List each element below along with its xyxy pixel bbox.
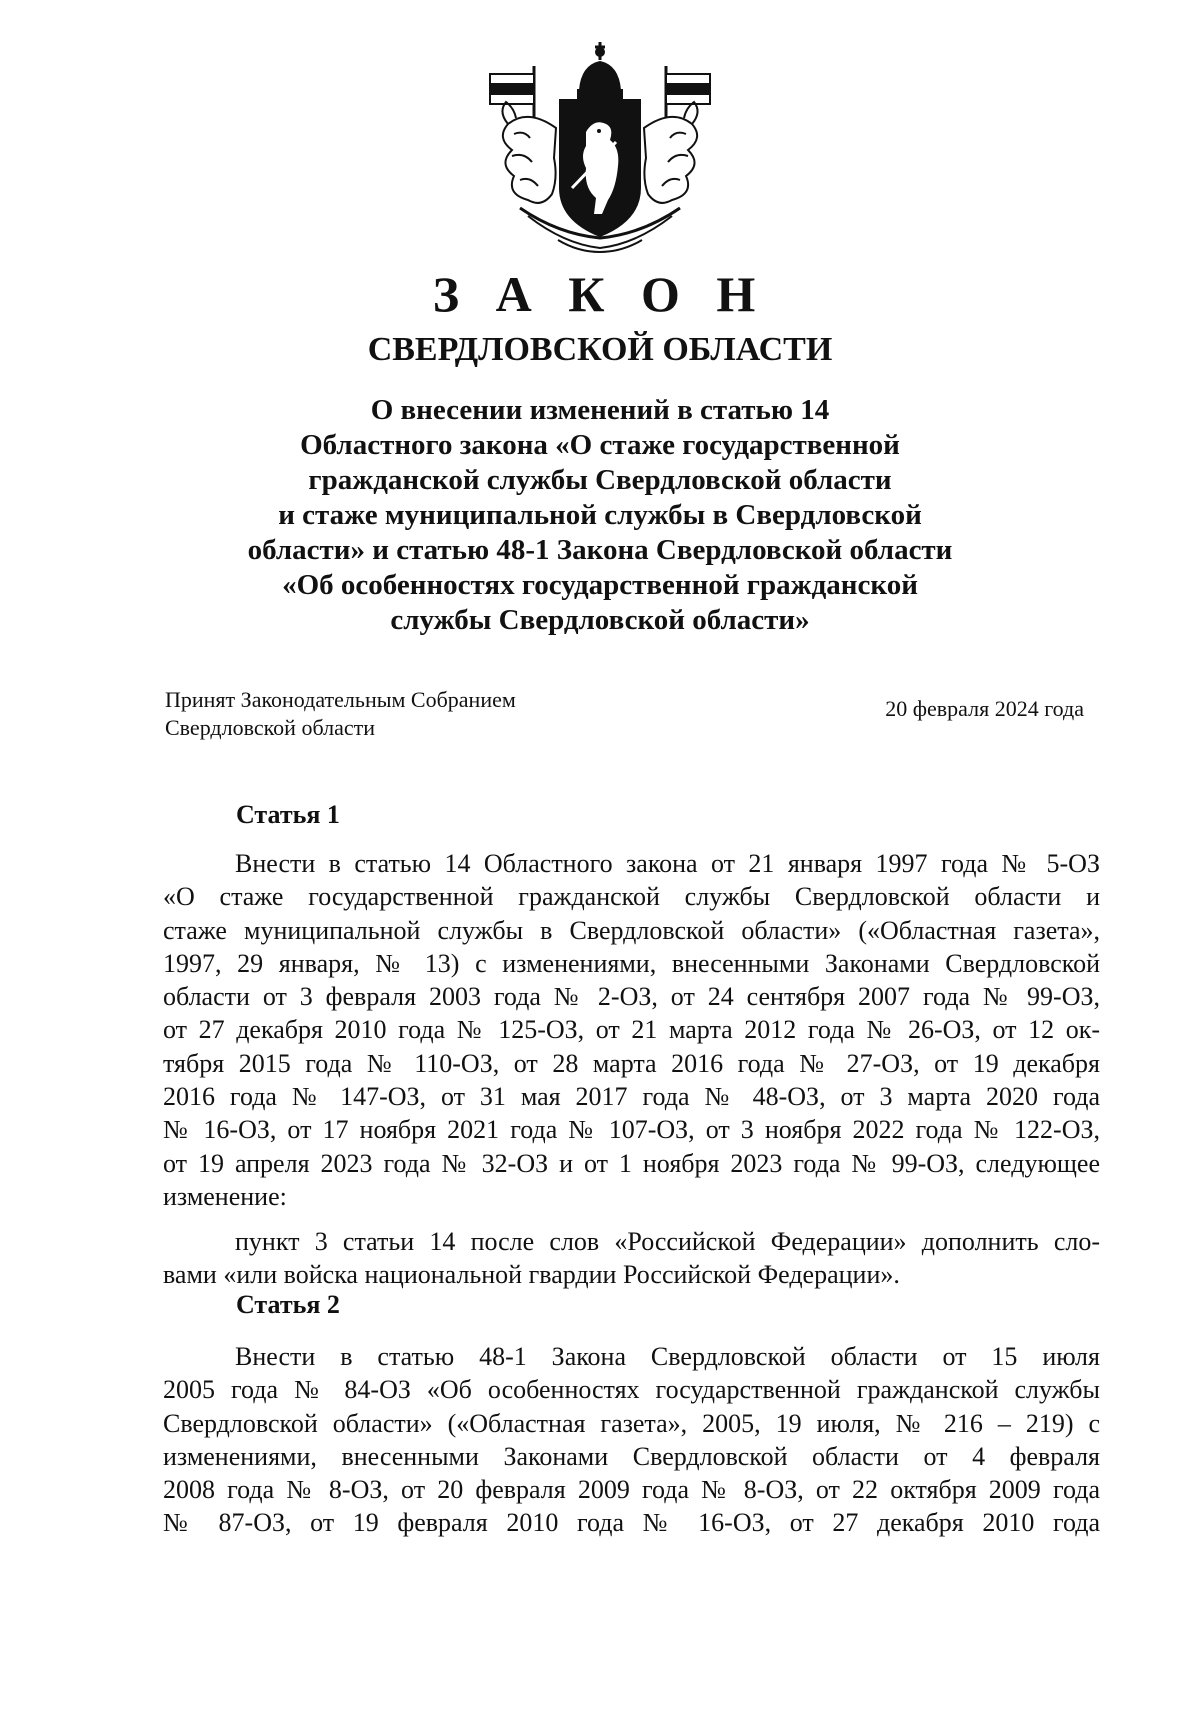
document-subtitle: СВЕРДЛОВСКОЙ ОБЛАСТИ [367,331,833,368]
text-line: № 16-ОЗ, от 17 ноября 2021 года № 107-ОЗ, от 3 ноября 2022 года № 122-ОЗ, [163,1115,1100,1145]
text-line: Внести в статью 48-1 Закона Свердловской области от 15 июля [235,1342,1100,1371]
adopting-body-line: Свердловской области [165,715,375,740]
text-line: 2016 года № 147-ОЗ, от 31 мая 2017 года № 48-ОЗ, от 3 марта 2020 года [163,1082,1100,1112]
text-line: области от 3 февраля 2003 года № 2-ОЗ, от 24 сентября 2007 года № 99-ОЗ, [163,982,1100,1012]
heading-line: Областного закона «О стаже государственной [300,429,900,461]
text-line: 2005 года № 84-ОЗ «Об особенностях государственной гражданской службы [163,1375,1100,1405]
griffin-left-icon [502,102,556,203]
text-line: от 19 апреля 2023 года № 32-ОЗ и от 1 ноября 2023 года № 99-ОЗ, следующее [163,1148,1100,1178]
article-1-title: Статья 1 [236,800,340,829]
article-1-paragraph-1 [163,847,1100,1213]
heading-line: и стаже муниципальной службы в Свердловской [278,499,922,531]
text-line: тября 2015 года № 110-ОЗ, от 28 марта 2016 года № 27-ОЗ, от 19 декабря [163,1048,1100,1078]
heading-line: О внесении изменений в статью 14 [370,394,830,426]
text-line: вами «или войска национальной гвардии Российской Федерации». [163,1260,900,1290]
heading-line: области» и статью 48-1 Закона Свердловской области [247,534,953,566]
text-line: изменениями, внесенными Законами Свердловской области от 4 февраля [163,1441,1100,1471]
text-line: «О стаже государственной гражданской службы Свердловской области и [163,882,1100,912]
article-2-paragraph-1 [163,1340,1100,1540]
crown-icon [578,42,622,98]
text-line: Свердловской области» («Областная газета», 2005, 19 июля, № 216 – 219) с [163,1408,1100,1438]
adopting-body [165,686,516,742]
text-line: стаже муниципальной службы в Свердловской области» («Областная газета», [163,915,1100,945]
article-2-title: Статья 2 [236,1290,340,1319]
text-line: 2008 года № 8-ОЗ, от 20 февраля 2009 года № 8-ОЗ, от 22 октября 2009 года [163,1475,1100,1505]
heading-line: службы Свердловской области» [390,604,810,636]
heading-line: гражданской службы Свердловской области [308,464,892,496]
article-1-paragraph-2 [163,1225,1100,1292]
text-line: изменение: [163,1181,287,1211]
law-heading [200,393,1000,638]
text-line: пункт 3 статьи 14 после слов «Российской Федерации» дополнить сло- [235,1227,1100,1256]
text-line: Внести в статью 14 Областного закона от 21 января 1997 года № 5-ОЗ [235,849,1100,878]
adoption-date: 20 февраля 2024 года [885,696,1084,721]
document-title: З А К О Н [432,266,768,322]
shield-icon [560,100,640,236]
griffin-right-icon [644,102,698,203]
text-line: 1997, 29 января, № 13) с изменениями, внесенными Законами Свердловской [163,948,1100,978]
adopting-body-line: Принят Законодательным Собранием [165,687,516,712]
text-line: от 27 декабря 2010 года № 125-ОЗ, от 21 марта 2012 года № 26-ОЗ, от 12 ок- [163,1015,1100,1045]
sverdlovsk-coat-of-arms-icon [468,38,732,262]
text-line: № 87-ОЗ, от 19 февраля 2010 года № 16-ОЗ, от 27 декабря 2010 года [163,1508,1100,1538]
heading-line: «Об особенностях государственной гражданской [282,569,918,601]
